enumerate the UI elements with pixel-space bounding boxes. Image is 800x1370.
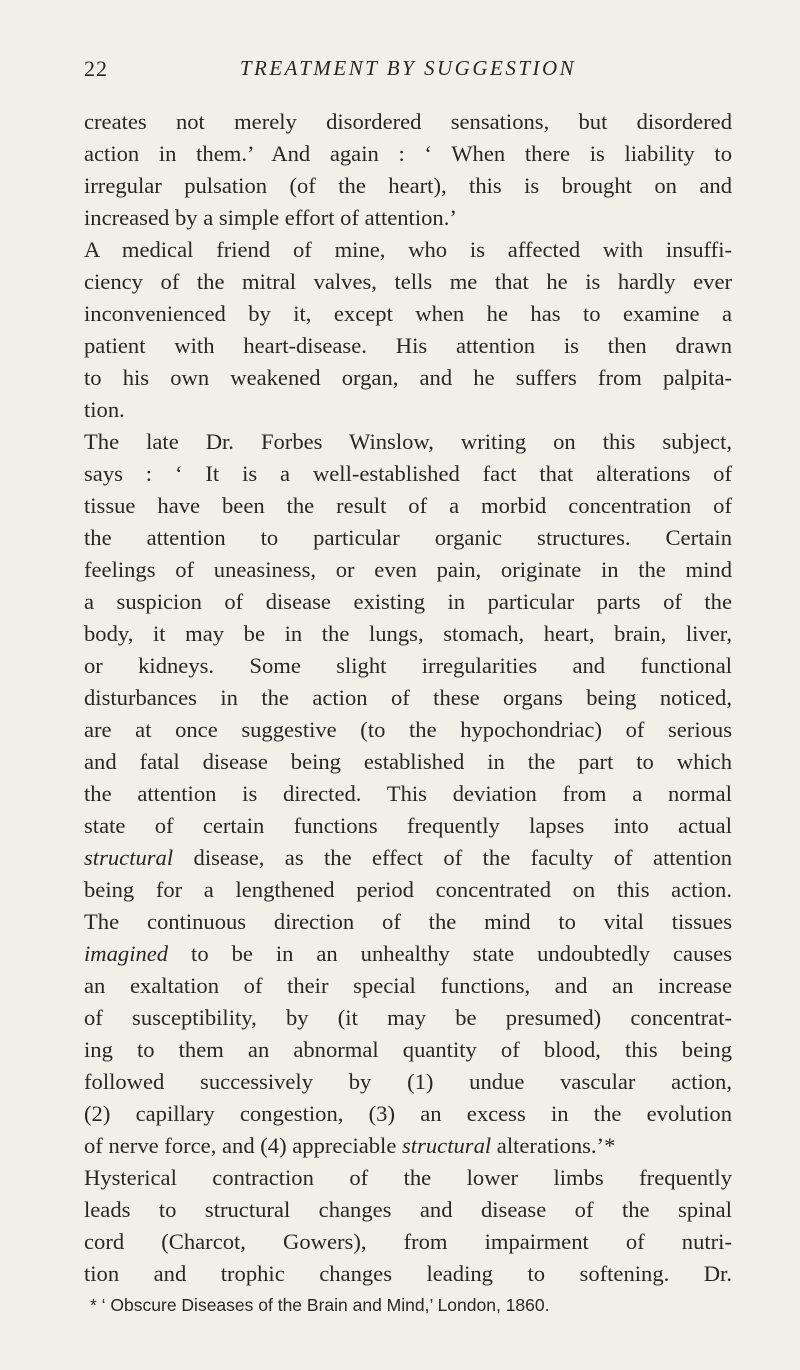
text-line — [84, 938, 732, 970]
text-segment: a suspicion of disease existing in particular parts of the — [84, 589, 732, 614]
text-segment: to his own weakened organ, and he suffers from palpita- — [84, 365, 732, 390]
text-segment: The continuous direction of the mind to vital tissues — [84, 909, 732, 934]
text-segment: The late Dr. Forbes Winslow, writing on this subject, — [84, 429, 732, 454]
text-segment: feelings of uneasiness, or even pain, originate in the mind — [84, 557, 732, 582]
text-segment: the attention is directed. This deviation from a normal — [84, 781, 732, 806]
text-line — [84, 1162, 732, 1194]
text-line — [84, 586, 732, 618]
text-line — [84, 650, 732, 682]
text-line — [84, 1034, 732, 1066]
text-line — [84, 746, 732, 778]
text-segment: being for a lengthened period concentrated on this action. — [84, 877, 732, 902]
text-segment: inconvenienced by it, except when he has to examine a — [84, 301, 732, 326]
italic-text: structural — [402, 1133, 492, 1158]
text-line — [84, 202, 732, 234]
text-line — [84, 330, 732, 362]
text-segment: increased by a simple effort of attention.’ — [84, 205, 457, 230]
text-line — [84, 426, 732, 458]
running-title: TREATMENT BY SUGGESTION — [239, 56, 577, 80]
text-segment: A medical friend of mine, who is affected with insuffi- — [84, 237, 732, 262]
text-line — [84, 618, 732, 650]
text-segment: or kidneys. Some slight irregularities and functional — [84, 653, 732, 678]
footnote: * ‘ Obscure Diseases of the Brain and Mind,’ London, 1860. — [90, 1295, 550, 1315]
text-segment: creates not merely disordered sensations, but disordered — [84, 109, 732, 134]
book-page — [84, 56, 732, 1318]
text-segment: leads to structural changes and disease of the spinal — [84, 1197, 732, 1222]
text-segment: body, it may be in the lungs, stomach, heart, brain, liver, — [84, 621, 732, 646]
text-segment: says : ‘ It is a well-established fact that alterations of — [84, 461, 732, 486]
text-segment: tion. — [84, 397, 125, 422]
text-line — [84, 1066, 732, 1098]
text-segment: tissue have been the result of a morbid concentration of — [84, 493, 732, 518]
italic-text: structural — [84, 845, 174, 870]
italic-text: imagined — [84, 941, 169, 966]
text-segment: and fatal disease being established in the part to which — [84, 749, 732, 774]
text-line — [84, 234, 732, 266]
text-line — [84, 394, 732, 426]
text-line — [84, 266, 732, 298]
text-line — [84, 874, 732, 906]
text-line — [84, 458, 732, 490]
page-number: 22 — [84, 56, 108, 81]
text-line — [84, 714, 732, 746]
text-segment: patient with heart-disease. His attention is then drawn — [84, 333, 732, 358]
text-line — [84, 298, 732, 330]
text-segment: alterations.’* — [491, 1133, 616, 1158]
text-line — [84, 1098, 732, 1130]
text-line — [84, 810, 732, 842]
text-segment: irregular pulsation (of the heart), this is brought on and — [84, 173, 732, 198]
text-segment: Hysterical contraction of the lower limbs frequently — [84, 1165, 732, 1190]
text-line — [84, 138, 732, 170]
text-segment: of susceptibility, by (it may be presumed) concentrat- — [84, 1005, 732, 1030]
text-segment: cord (Charcot, Gowers), from impairment of nutri- — [84, 1229, 732, 1254]
text-segment: ciency of the mitral valves, tells me that he is hardly ever — [84, 269, 732, 294]
text-line — [84, 1130, 732, 1162]
text-line — [84, 522, 732, 554]
text-segment: ing to them an abnormal quantity of blood, this being — [84, 1037, 732, 1062]
text-segment: disease, as the effect of the faculty of attention — [173, 845, 732, 870]
text-line — [84, 1226, 732, 1258]
text-line — [84, 362, 732, 394]
text-segment: to be in an unhealthy state undoubtedly causes — [168, 941, 732, 966]
text-line — [84, 106, 732, 138]
text-line — [84, 778, 732, 810]
text-segment: (2) capillary congestion, (3) an excess in the evolution — [84, 1101, 732, 1126]
text-segment: an exaltation of their special functions, and an increase — [84, 973, 732, 998]
text-segment: of nerve force, and (4) appreciable — [84, 1133, 403, 1158]
text-segment: followed successively by (1) undue vascular action, — [84, 1069, 732, 1094]
text-segment: the attention to particular organic structures. Certain — [84, 525, 732, 550]
text-line — [84, 682, 732, 714]
text-segment: disturbances in the action of these organs being noticed, — [84, 685, 732, 710]
page-header — [84, 56, 732, 92]
text-line — [84, 1194, 732, 1226]
text-segment: state of certain functions frequently lapses into actual — [84, 813, 732, 838]
text-line — [84, 170, 732, 202]
text-segment: are at once suggestive (to the hypochondriac) of serious — [84, 717, 732, 742]
text-line — [84, 1002, 732, 1034]
body-text — [84, 106, 732, 1290]
text-line — [84, 554, 732, 586]
text-line — [84, 906, 732, 938]
text-line — [84, 970, 732, 1002]
text-segment: action in them.’ And again : ‘ When there is liability to — [84, 141, 732, 166]
text-segment: tion and trophic changes leading to softening. Dr. — [84, 1261, 732, 1286]
text-line — [84, 490, 732, 522]
text-line — [84, 1258, 732, 1290]
text-line — [84, 842, 732, 874]
